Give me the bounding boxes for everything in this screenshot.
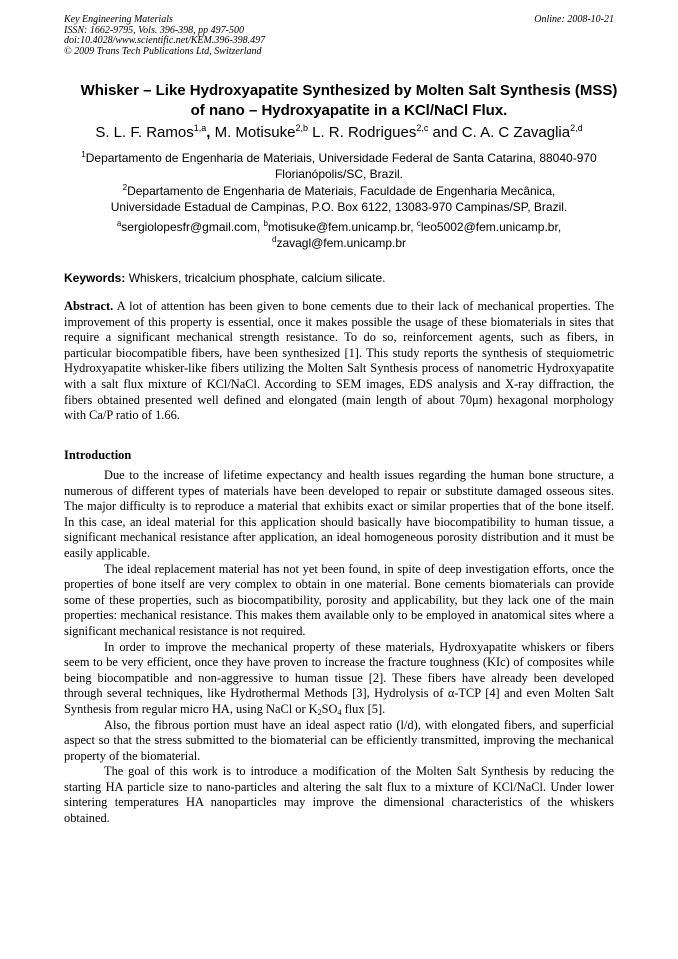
abstract-label: Abstract. <box>64 299 114 313</box>
paragraph: Also, the fibrous portion must have an ideal aspect ratio (l/d), with elongated fibers, and superficial aspect so that the stress submitted to the biomaterial can be efficiently transmitted, improving the mechanical property of the biomaterial. <box>64 717 614 763</box>
online-date: Online: 2008-10-21 <box>534 14 614 25</box>
paragraph: The ideal replacement material has not yet been found, in spite of deep investigation efforts, once the properties of bone itself are very complex to obtain in one material. Bone cements biomaterials can provide some of these properties, such as biocompatibility, porosity and applicability, but they lack one of the main properties: mechanical resistance. This makes them available only to be employed in anatomical sites where a significant mechanical resistance is not required. <box>64 561 614 638</box>
email-link[interactable]: $^b$motisuke@fem.unicamp.br <box>263 219 411 234</box>
paragraph: The goal of this work is to introduce a modification of the Molten Salt Synthesis by reducing the starting HA particle size to nano-particles and altering the salt flux to a mixture of KCl/NaCl. Under lower sintering temperatures HA nanoparticles may improve the dimensional characteristics of the whiskers obtained. <box>64 764 614 826</box>
email-list: $^a$sergiolopesfr@gmail.com, $^b$motisuke@fem.unicamp.br, $^c$leo5002@fem.unicamp.br, $^d$zavagl@fem.unicamp.br <box>116 219 562 250</box>
author: C. A. C Zavaglia$^{2,d}$ <box>461 123 583 141</box>
affiliation-1: $^1$Departamento de Engenharia de Materiais, Universidade Federal de Santa Catarina, 88040-970 Florianópolis/SC, Brazil. <box>81 150 597 181</box>
journal-header <box>64 15 265 57</box>
author: S. L. F. Ramos$^{1,a}$ <box>95 123 207 141</box>
keywords-label: Keywords: <box>64 271 126 285</box>
journal-name: Key Engineering Materials <box>64 14 173 25</box>
keywords-text: Whiskers, tricalcium phosphate, calcium silicate. <box>125 271 386 285</box>
keywords <box>64 271 624 285</box>
abstract <box>64 299 614 424</box>
email-link[interactable]: $^d$zavagl@fem.unicamp.br <box>271 235 407 250</box>
email-link[interactable]: $^c$leo5002@fem.unicamp.br <box>416 219 558 234</box>
paragraph: Due to the increase of lifetime expectancy and health issues regarding the human bone structure, a numerous of different types of materials have been developed to repair or substitute damaged osseous sites. The major difficulty is to reproduce a material that exhibits exact or similar properties that of the bone itself. In this case, an ideal material for this application should basically have biocompatibility to human tissue, a significant mechanical resistance after application, an ideal homogeneous porosity distribution and it must be easily applicable. <box>64 468 614 560</box>
section-heading-introduction: Introduction <box>64 448 132 462</box>
issn-line: ISSN: 1662-9795, Vols. 396-398, pp 497-500 <box>64 24 244 36</box>
author: M. Motisuke$^{2,b}$ <box>214 123 308 141</box>
affiliation-2: $^2$Departamento de Engenharia de Materiais, Faculdade de Engenharia Mecânica, Universidade Estadual de Campinas, P.O. Box 6122, 13083-970 Campinas/SP, Brazil. <box>110 183 568 214</box>
introduction-body <box>64 468 614 827</box>
author: L. R. Rodrigues$^{2,c}$ <box>312 123 429 141</box>
doi-line: doi:10.4028/www.scientific.net/KEM.396-398.497 <box>64 35 266 46</box>
copyright-line: © 2009 Trans Tech Publications Ltd, Switzerland <box>64 45 262 57</box>
abstract-text: A lot of attention has been given to bone cements due to their lack of mechanical properties. The improvement of this property is essential, once it makes possible the usage of these biomaterials in sites that require a significant mechanical strength resistance. To do so, reinforcement agents, such as fibers, in particular biocompatible fibers, have been synthesized [1]. This study reports the synthesis of stequiometric Hydroxyapatite whisker-like fibers utilizing the Molten Salt Synthesis process of nanometric Hydroxyapatite with a salt flux mixture of KCl/NaCl. According to SEM images, EDS analysis and X-ray diffraction, the fibers obtained presented well defined and elongated (main length of about 70μm) hexagonal morphology with Ca/P ratio of 1.66. <box>64 299 614 423</box>
email-link[interactable]: $^a$sergiolopesfr@gmail.com <box>116 219 257 234</box>
paper-title: Whisker – Like Hydroxyapatite Synthesized by Molten Salt Synthesis (MSS) of nano – Hydroxyapatite in a KCl/NaCl Flux. <box>80 82 618 119</box>
author-list: S. L. F. Ramos$^{1,a}$, M. Motisuke$^{2,b}$ L. R. Rodrigues$^{2,c}$ and C. A. C Zavaglia$^{2,d}$ <box>95 123 583 141</box>
paragraph: In order to improve the mechanical property of these materials, Hydroxyapatite whiskers or fibers seem to be very efficient, once they have proven to increase the fracture toughness (KIc) of composites while being biocompatible and non-aggressive to human tissue [2]. These fibers have already been developed through several techniques, like Hydrothermal Methods [3], Hydrolysis of α-TCP [4] and even Molten Salt Synthesis from regular micro HA, using NaCl or $K_2SO_4$ flux [5]. <box>64 639 614 717</box>
